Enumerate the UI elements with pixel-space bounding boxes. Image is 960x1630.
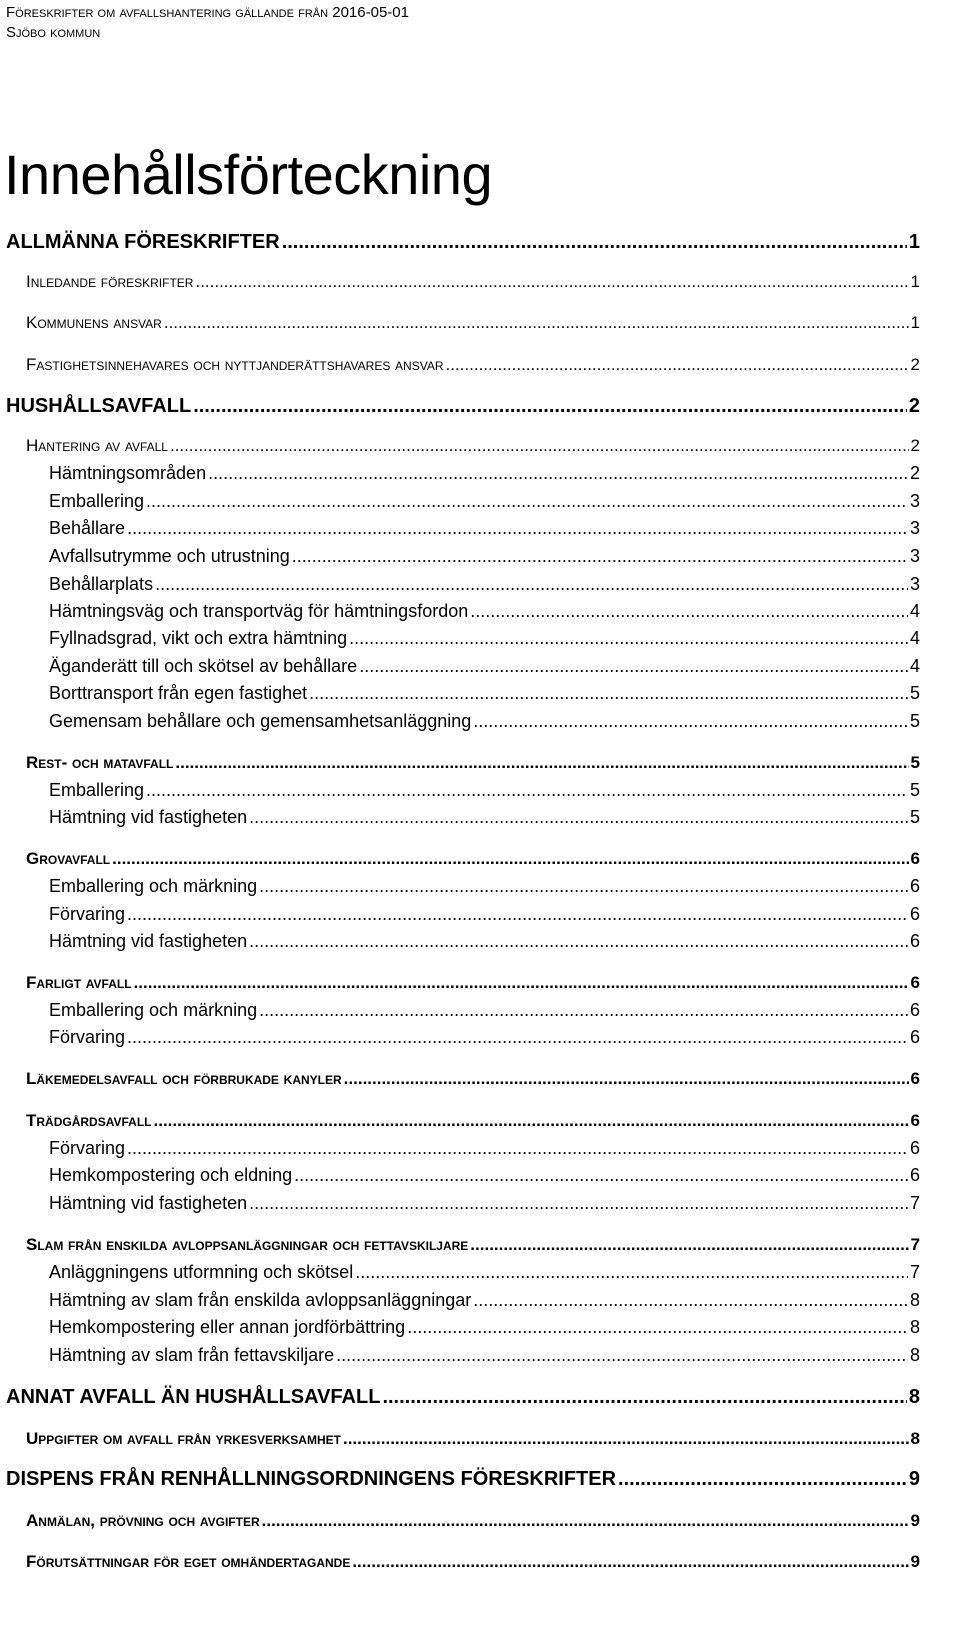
toc-entry-label: Emballering och märkning [49,1000,258,1020]
toc-entry-level-2[interactable] [26,1235,920,1255]
toc-leader-dots [127,904,908,925]
toc-entry-label: Hämtning vid fastigheten [49,931,248,951]
toc-entry-level-3[interactable] [49,601,920,622]
toc-entry-page: 2 [908,395,920,417]
toc-leader-dots [259,1000,908,1021]
toc-entry-page: 2 [910,355,920,374]
toc-entry-page: 5 [910,753,920,772]
toc-entry-page: 6 [910,973,920,992]
toc-leader-dots [249,931,908,952]
toc-entry-level-3[interactable] [49,904,920,925]
toc-entry-level-3[interactable] [49,574,920,595]
toc-leader-dots [292,546,908,567]
toc-entry-level-1[interactable] [6,231,920,254]
toc-entry-page: 8 [908,1386,920,1408]
toc-entry-level-2[interactable] [26,1111,920,1131]
toc-entry-level-3[interactable] [49,1165,920,1186]
toc-entry-label: Behållare [49,518,126,538]
toc-entry-label: Behållarplats [49,574,154,594]
header-regulation-title: Föreskrifter om avfallshantering gällande från 2016-05-01 [6,4,409,21]
toc-entry-page: 3 [909,546,920,566]
toc-entry-page: 6 [910,849,920,868]
toc-entry-label: Hämtning vid fastigheten [49,1193,248,1213]
toc-leader-dots [170,436,909,456]
toc-entry-label: Hämtningsområden [49,463,207,483]
toc-entry-page: 9 [910,1511,920,1530]
toc-leader-dots [262,1511,909,1531]
toc-entry-page: 6 [910,1069,920,1088]
toc-entry-page: 5 [909,807,920,827]
toc-leader-dots [343,1429,909,1449]
toc-leader-dots [359,656,908,677]
toc-leader-dots [112,849,908,869]
toc-entry-page: 1 [910,313,920,332]
toc-leader-dots [195,272,908,292]
toc-entry-label: Hämtningsväg och transportväg för hämtningsfordon [49,601,469,621]
toc-entry-label: Hämtning av slam från fettavskiljare [49,1345,335,1365]
toc-leader-dots [470,1235,908,1255]
toc-leader-dots [249,807,908,828]
toc-leader-dots [352,1552,908,1572]
toc-entry-label: Emballering [49,780,145,800]
toc-entry-level-3[interactable] [49,711,920,732]
toc-entry-level-3[interactable] [49,1000,920,1021]
toc-entry-label: Hämtning vid fastigheten [49,807,248,827]
page-title: Innehållsförteckning [4,143,493,206]
toc-entry-label: Emballering och märkning [49,876,258,896]
toc-leader-dots [249,1193,908,1214]
toc-leader-dots [407,1317,908,1338]
toc-entry-page: 8 [909,1290,920,1310]
toc-entry-page: 4 [909,656,920,676]
toc-entry-page: 4 [909,601,920,621]
toc-leader-dots [336,1345,908,1366]
toc-entry-label: ALLMÄNNA FÖRESKRIFTER [6,231,280,253]
toc-entry-level-3[interactable] [49,518,920,539]
toc-entry-label: Fyllnadsgrad, vikt och extra hämtning [49,628,348,648]
toc-entry-label: ANNAT AVFALL ÄN HUSHÅLLSAVFALL [6,1386,381,1408]
toc-entry-label: Borttransport från egen fastighet [49,683,308,703]
toc-leader-dots [618,1468,907,1491]
toc-entry-page: 8 [909,1317,920,1337]
toc-entry-page: 5 [909,780,920,800]
toc-entry-label: Rest- och matavfall [26,753,174,772]
toc-entry-label: Anläggningens utformning och skötsel [49,1262,354,1282]
toc-entry-level-3[interactable] [49,1193,920,1214]
toc-entry-label: Hämtning av slam från enskilda avloppsanläggningar [49,1290,472,1310]
toc-entry-level-2[interactable] [26,272,920,292]
toc-leader-dots [259,876,908,897]
toc-entry-level-3[interactable] [49,931,920,952]
header-municipality: Sjöbo kommun [6,24,101,41]
toc-entry-page: 9 [908,1468,920,1490]
toc-entry-page: 3 [909,518,920,538]
toc-leader-dots [446,355,909,375]
toc-entry-level-2[interactable] [26,1552,920,1572]
toc-entry-level-3[interactable] [49,656,920,677]
toc-leader-dots [127,1027,908,1048]
toc-entry-page: 6 [910,1111,920,1130]
toc-entry-label: Läkemedelsavfall och förbrukade kanyler [26,1069,342,1088]
toc-entry-level-1[interactable] [6,1386,920,1409]
toc-leader-dots [208,463,908,484]
toc-entry-page: 7 [910,1235,920,1254]
toc-entry-level-3[interactable] [49,463,920,484]
toc-entry-label: Hemkompostering och eldning [49,1165,293,1185]
toc-entry-label: Grovavfall [26,849,111,868]
toc-entry-label: Förvaring [49,1027,126,1047]
toc-entry-page: 6 [909,904,920,924]
toc-entry-page: 1 [908,231,920,253]
toc-leader-dots [146,491,908,512]
toc-leader-dots [473,1290,908,1311]
toc-leader-dots [127,518,908,539]
toc-entry-label: Emballering [49,491,145,511]
toc-leader-dots [175,753,908,773]
toc-leader-dots [154,1111,909,1131]
toc-entry-page: 3 [909,491,920,511]
toc-entry-label: Avfallsutrymme och utrustning [49,546,290,566]
toc-entry-page: 2 [909,463,920,483]
toc-entry-label: Farligt avfall [26,973,132,992]
toc-entry-label: Hantering av avfall [26,436,168,455]
toc-leader-dots [355,1262,908,1283]
toc-entry-level-3[interactable] [49,807,920,828]
toc-entry-page: 6 [909,1000,920,1020]
page-header [6,3,936,43]
toc-entry-page: 6 [909,876,920,896]
toc-entry-level-1[interactable] [6,1468,920,1491]
toc-entry-page: 5 [909,711,920,731]
toc-entry-level-2[interactable] [26,1069,920,1089]
toc-leader-dots [164,313,909,333]
toc-entry-level-2[interactable] [26,973,920,993]
toc-entry-page: 8 [909,1345,920,1365]
toc-entry-level-3[interactable] [49,546,920,567]
toc-entry-level-3[interactable] [49,1317,920,1338]
toc-entry-page: 6 [909,1165,920,1185]
toc-entry-level-2[interactable] [26,313,920,333]
toc-leader-dots [344,1069,909,1089]
toc-entry-page: 4 [909,628,920,648]
toc-entry-level-3[interactable] [49,1262,920,1283]
toc-entry-level-3[interactable] [49,1345,920,1366]
toc-leader-dots [473,711,908,732]
toc-entry-page: 8 [910,1429,920,1448]
toc-entry-level-1[interactable] [6,395,920,418]
toc-entry-level-3[interactable] [49,1138,920,1159]
toc-leader-dots [134,973,909,993]
toc-entry-page: 7 [909,1193,920,1213]
toc-entry-level-3[interactable] [49,1290,920,1311]
toc-entry-page: 6 [909,931,920,951]
toc-entry-page: 2 [910,436,920,455]
toc-entry-label: Kommunens ansvar [26,313,162,332]
toc-entry-page: 1 [910,272,920,291]
toc-entry-label: Gemensam behållare och gemensamhetsanläggning [49,711,472,731]
toc-leader-dots [193,395,907,418]
toc-leader-dots [470,601,908,622]
toc-entry-level-3[interactable] [49,1027,920,1048]
toc-entry-label: Äganderätt till och skötsel av behållare [49,656,358,676]
toc-leader-dots [294,1165,908,1186]
toc-leader-dots [309,683,908,704]
toc-entry-label: Inledande föreskrifter [26,272,194,291]
toc-entry-label: HUSHÅLLSAVFALL [6,395,192,417]
toc-entry-level-2[interactable] [26,355,920,375]
toc-leader-dots [127,1138,908,1159]
toc-entry-label: Trädgårdsavfall [26,1111,152,1130]
toc-entry-label: Förvaring [49,904,126,924]
toc-entry-page: 7 [909,1262,920,1282]
toc-entry-page: 6 [909,1027,920,1047]
toc-entry-page: 9 [910,1552,920,1571]
toc-leader-dots [349,628,908,649]
toc-leader-dots [146,780,908,801]
toc-leader-dots [382,1386,906,1409]
toc-entry-label: Hemkompostering eller annan jordförbättring [49,1317,406,1337]
toc-entry-label: Fastighetsinnehavares och nyttjanderättshavares ansvar [26,355,444,374]
toc-entry-level-3[interactable] [49,683,920,704]
toc-entry-level-2[interactable] [26,436,920,456]
toc-entry-page: 3 [909,574,920,594]
toc-entry-level-2[interactable] [26,753,920,773]
toc-entry-level-2[interactable] [26,849,920,869]
toc-entry-label: Uppgifter om avfall från yrkesverksamhet [26,1429,341,1448]
toc-entry-level-3[interactable] [49,780,920,801]
toc-entry-level-3[interactable] [49,628,920,649]
toc-leader-dots [155,574,908,595]
toc-entry-level-2[interactable] [26,1429,920,1449]
toc-entry-label: Anmälan, prövning och avgifter [26,1511,260,1530]
toc-entry-page: 5 [909,683,920,703]
toc-entry-label: DISPENS FRÅN RENHÅLLNINGSORDNINGENS FÖRESKRIFTER [6,1468,617,1490]
toc-entry-label: Slam från enskilda avloppsanläggningar och fettavskiljare [26,1235,469,1254]
toc-entry-label: Förvaring [49,1138,126,1158]
toc-entry-level-2[interactable] [26,1511,920,1531]
toc-entry-page: 6 [909,1138,920,1158]
toc-entry-level-3[interactable] [49,876,920,897]
toc-entry-label: Förutsättningar för eget omhändertagande [26,1552,351,1571]
toc-leader-dots [282,231,907,254]
toc-entry-level-3[interactable] [49,491,920,512]
